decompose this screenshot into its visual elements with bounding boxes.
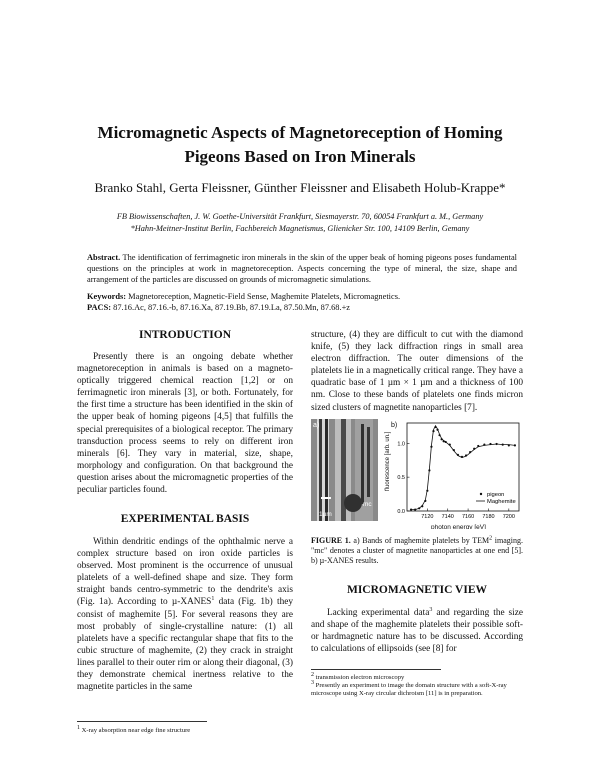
affiliation-1: FB Biowissenschaften, J. W. Goethe-Universität Frankfurt, Siesmayerstr. 70, 60054 Frankfurt a. M., Germany xyxy=(116,212,484,221)
paper-title: Micromagnetic Aspects of Magnetoreception of Homing Pigeons Based on Iron Minerals xyxy=(97,123,503,166)
abstract-text: The identification of ferrimagnetic iron minerals in the skin of the upper beak of homing pigeons poses fundamental questions on the principles at work in magnetoreception. Aspects concerning the type of mineral, the size, shape and arrangement of the particles are discussed on grounds of micromagnetic simulations. xyxy=(87,253,517,284)
x-tick-label: 7160 xyxy=(461,514,475,520)
abstract xyxy=(87,252,517,285)
y-tick-label: 0.0 xyxy=(397,509,405,515)
footnote-2: $^2$ transmission electron microscopy xyxy=(311,671,405,681)
xanes-chart xyxy=(397,426,516,520)
introduction-body xyxy=(77,351,293,496)
figure-caption: FIGURE 1. a) Bands of maghemite platelets by TEM$^2$ imaging. "mc" denotes a cluster of magnetite nanoparticles at one end [5]. b) µ-XANES results. xyxy=(311,535,523,565)
x-tick-label: 7200 xyxy=(502,514,515,520)
x-tick-label: 7180 xyxy=(482,514,495,520)
x-tick-label: 7140 xyxy=(441,514,454,520)
footnotes-right xyxy=(311,671,523,699)
section-heading-micromagnetic-view: MICROMAGNETIC VIEW xyxy=(346,584,488,596)
figure-1-graphic xyxy=(311,419,523,529)
affiliation-2: *Hahn-Meitner-Institut Berlin, Fachbereich Magnetismus, Glienicker Str. 100, 14109 Berlin, Gemany xyxy=(130,224,470,233)
footnote-rule-right xyxy=(311,669,441,670)
y-tick-label: 0.5 xyxy=(397,475,405,482)
footnote-rule-left xyxy=(77,721,207,722)
legend-maghemite: Maghemite xyxy=(487,499,516,505)
footnote-1: $^1$ X-ray absorption near edge fine structure xyxy=(77,724,191,734)
abstract-label: Abstract. xyxy=(87,253,121,262)
section-heading-introduction: INTRODUCTION xyxy=(138,329,231,341)
micromagnetic-body xyxy=(311,607,523,655)
affiliations xyxy=(60,211,540,235)
keywords-text: Magnetoreception, Magnetic-Field Sense, Maghemite Platelets, Micromagnetics. xyxy=(128,292,401,301)
introduction-paragraph: Presently there is an ongoing debate whether magnetoreception in animals is based on a magneto-optically triggered chemical reaction [1,2] or on ferrimagnetic iron minerals [3], or both. Fortunately, for the first time a structure has been identified in the skin of the upper beak of homing pigeons [4,5] that fulfills the special prerequisites of a biological receptor. The primary transduction process seems to rely on different iron minerals [6]. They vary in material, size, shape, morphology and configuration. On that background the question arises about the micromagnetic properties of the peculiar particles found. xyxy=(77,352,293,496)
x-axis-label: photon energy [eV] xyxy=(431,524,486,529)
pacs-label: PACS: xyxy=(87,303,112,312)
y-tick-label: 1.0 xyxy=(397,441,405,448)
experimental-paragraph: Within dendritic endings of the ophthalmic nerve a complex structure based on iron oxide particles is observed. Most prominent is the occurrence of unusual platelets of a well-defined shape and size. They form straight bands centro-symmetric to the dendrite's axis (Fig. 1a). According to µ-XANES$^1$ data (Fig. 1b) they consist of maghemite [5]. For several reasons they are most probably of single-crystalline nature: (1) all platelets have a specific rectangular shape that fits to the cubic structure of maghemite, (2) they crack in straight lines parallel to their outer rim or along their diagonal, (3) they demonstrate chemical inertness relative to the magnetite particles in the same xyxy=(77,537,293,693)
footnote-3: $^3$ Presently an experiment to image the domain structure with a soft-X-ray microscope using X-ray circular dichroism [11] is in preparation. xyxy=(311,680,507,698)
keywords-block xyxy=(87,291,517,313)
continuation-paragraph: structure, (4) they are difficult to cut with the diamond knife, (5) they lack diffraction rings in small area electron diffraction. The outer dimensions of the platelets lie in a magnetically critical range. They have a quadratic base of 1 µm × 1 µm and a thickness of 100 nm. Close to these bands of platelets one finds micron sized clusters of magnetite nanoparticles [7]. xyxy=(311,330,523,413)
legend xyxy=(476,492,516,505)
y-axis-label: fluorescence [arb. un.] xyxy=(385,431,391,491)
keywords-label: Keywords: xyxy=(87,292,127,301)
right-column-continuation xyxy=(311,329,523,414)
micromagnetic-paragraph: Lacking experimental data$^3$ and regarding the size and shape of the maghemite platelets their possible soft- or hardmagnetic nature has to be discussed. According to calculations of ellipsoids (see [8] for xyxy=(311,606,524,655)
legend-pigeon: pigeon xyxy=(487,492,505,498)
x-tick-label: 7120 xyxy=(421,514,434,520)
authors: Branko Stahl, Gerta Fleissner, Günther Fleissner and Elisabeth Holub-Krappe* xyxy=(94,180,506,195)
experimental-body xyxy=(77,536,293,693)
footnote-ref-1: 1 xyxy=(211,596,215,603)
legend-pigeon-marker xyxy=(480,493,482,495)
panel-b-label: b) xyxy=(391,422,398,429)
mc-label: mc xyxy=(363,501,372,508)
scale-bar-label: 1µm xyxy=(319,511,332,518)
figure-1 xyxy=(311,419,523,529)
footnote-ref-3: 3 xyxy=(429,606,433,613)
pacs-text: 87.16.Ac, 87.16.-b, 87.16.Xa, 87.19.Bb, 87.19.La, 87.50.Mn, 87.68.+z xyxy=(113,303,351,312)
caption-label: FIGURE 1. xyxy=(311,536,351,545)
panel-a-label: a) xyxy=(313,422,320,429)
section-heading-experimental-basis: EXPERIMENTAL BASIS xyxy=(120,513,250,525)
